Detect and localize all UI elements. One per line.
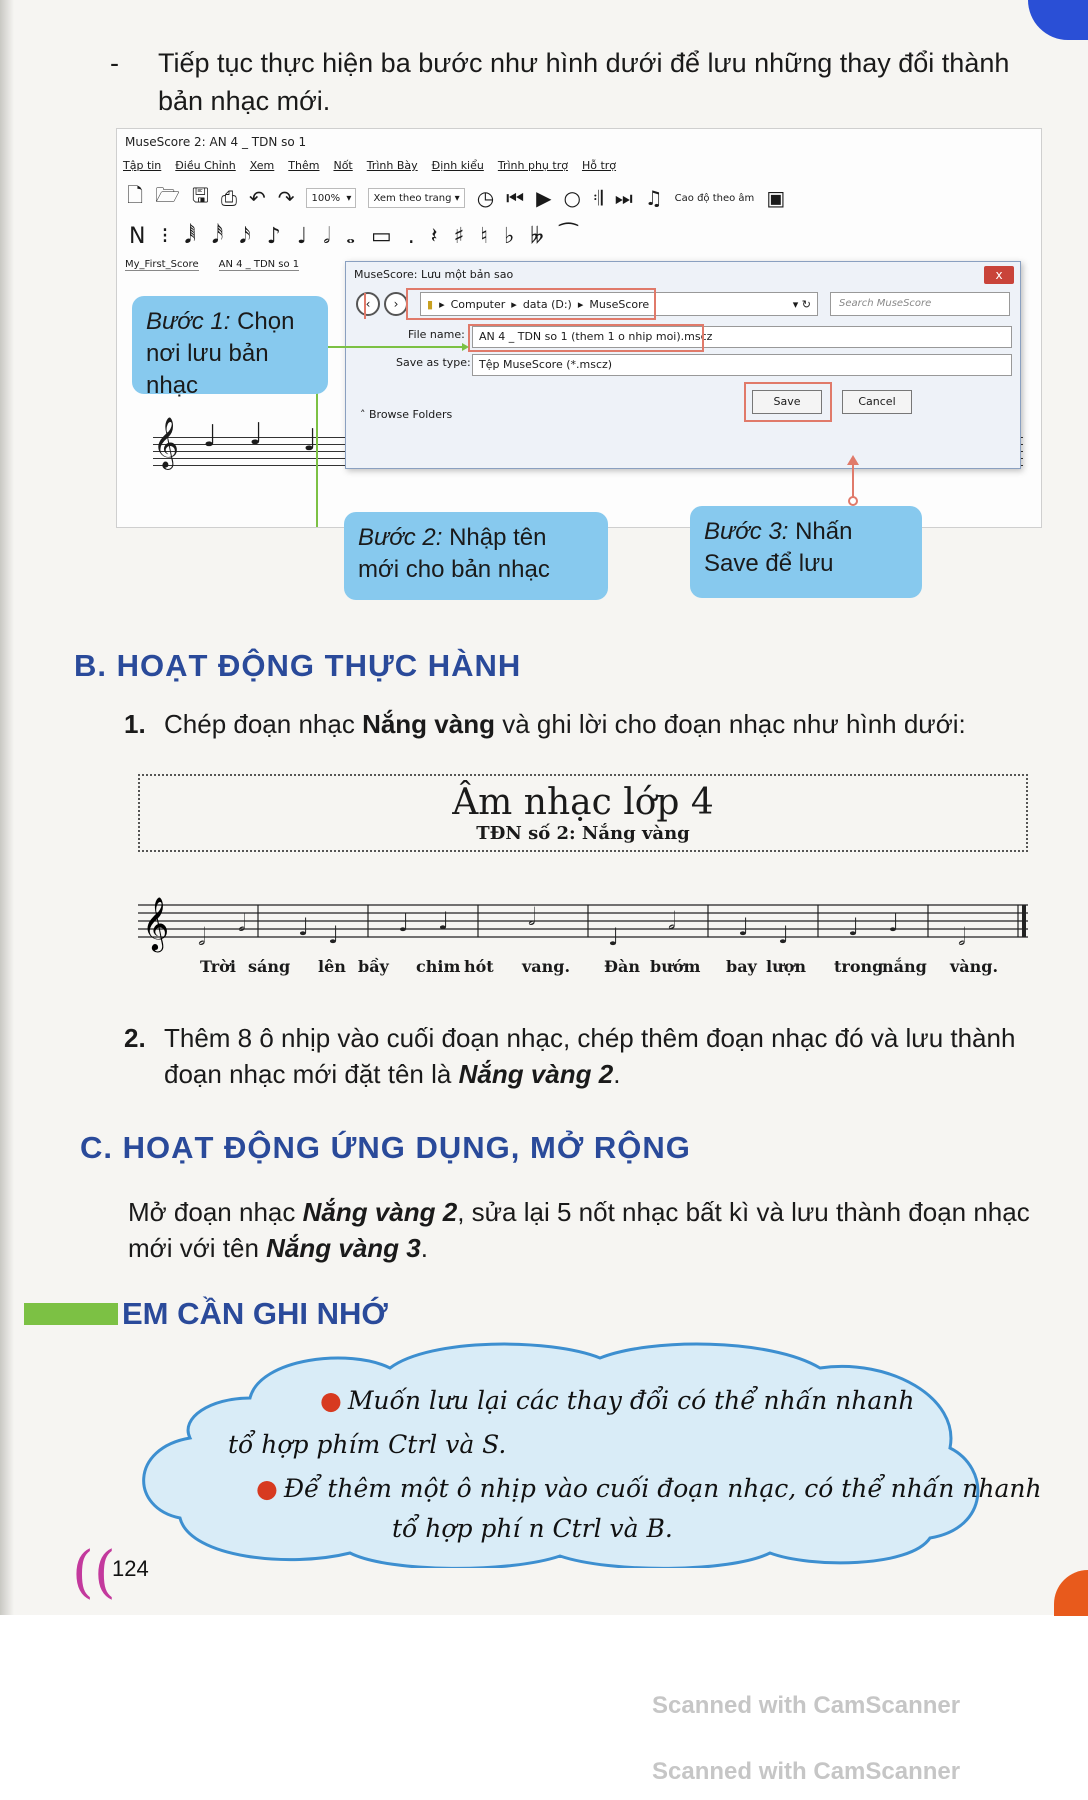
scanner-watermark: Scanned with CamScanner [652, 1758, 961, 1785]
lyric-word: vang. [522, 957, 571, 976]
metronome-icon[interactable]: ◷ [476, 186, 495, 210]
concert-pitch-icon[interactable]: ♫ [644, 186, 663, 210]
pan-icon[interactable]: ⏭ [614, 186, 633, 210]
tab-my-first-score[interactable]: My_First_Score [125, 259, 199, 270]
exercise-2-text: Thêm 8 ô nhịp vào cuối đoạn nhạc, chép thêm đoạn nhạc đó và lưu thành đoạn nhạc mới đặt tên là Nắng vàng 2. [164, 1023, 1016, 1089]
lyric-word: vàng. [950, 957, 999, 976]
sharp-icon[interactable]: ♯ [453, 223, 465, 249]
concert-pitch-label[interactable]: Cao độ theo âm [674, 192, 755, 204]
svg-text:♩: ♩ [608, 923, 620, 951]
menu-view[interactable]: Xem [249, 159, 275, 172]
note-input-icon[interactable]: N [129, 223, 146, 249]
page-number: 124 [112, 1556, 149, 1581]
print-icon[interactable]: ⎙ [220, 186, 237, 210]
bullet-dash: - [110, 48, 119, 78]
browse-folders-toggle[interactable]: ˄ Browse Folders [360, 408, 453, 421]
sixtyfourth-note-icon[interactable]: 𝅘𝅥𝅱 [184, 223, 196, 249]
svg-text:♩: ♩ [888, 909, 900, 937]
window-title: MuseScore 2: AN 4 _ TDN so 1 [125, 135, 307, 149]
search-input[interactable]: Search MuseScore [830, 292, 1010, 316]
section-c-text: Mở đoạn nhạc Nắng vàng 2, sửa lại 5 nốt nhạc bất kì và lưu thành đoạn nhạc mới với tên Nắng vàng 3. [128, 1197, 1030, 1263]
preview-note: ♩ [303, 423, 318, 458]
double-flat-icon[interactable]: 𝄫 [530, 223, 544, 249]
image-capture-icon[interactable]: ▣ [766, 186, 786, 210]
menu-plugins[interactable]: Trình phụ trợ [497, 159, 568, 172]
corner-decoration-blue [1028, 0, 1088, 40]
menu-layout[interactable]: Trình Bày [366, 159, 418, 172]
forward-icon[interactable]: › [384, 292, 408, 316]
preview-note: ♩ [203, 419, 218, 454]
rest-icon[interactable]: 𝄽 [430, 223, 438, 249]
whole-note-icon[interactable]: 𝅝 [346, 223, 355, 249]
score-header-box [138, 774, 1028, 852]
lyric-word: nắng [882, 957, 927, 976]
page-number-decoration: (( [72, 1540, 116, 1605]
new-file-icon[interactable]: 🗋 [127, 183, 144, 207]
melody-staff [138, 895, 1028, 1005]
page-binding-shadow [0, 0, 14, 1615]
section-b-title: B. HOẠT ĐỘNG THỰC HÀNH [74, 648, 522, 683]
flat-icon[interactable]: ♭ [504, 223, 515, 249]
lyric-word: bay [726, 957, 757, 976]
save-icon[interactable]: 🖫 [191, 183, 209, 207]
svg-text:𝅗𝅥: 𝅗𝅥 [238, 909, 246, 937]
redo-icon[interactable]: ↷ [277, 186, 295, 210]
file-name-label: File name: [408, 328, 465, 341]
menu-notes[interactable]: Nốt [333, 159, 353, 172]
svg-text:𝅗𝅥: 𝅗𝅥 [198, 923, 206, 951]
exercise-1-number: 1. [124, 709, 146, 739]
lyric-word: lên [318, 957, 346, 976]
breve-icon[interactable]: ▭ [370, 223, 392, 249]
close-icon[interactable]: x [984, 266, 1014, 284]
natural-icon[interactable]: ♮ [480, 223, 489, 249]
path-separator-icon: ▸ [577, 297, 584, 311]
thirtysecond-note-icon[interactable]: 𝅘𝅥𝅰 [211, 223, 224, 249]
remember-note-2a: ● Để thêm một ô nhịp vào cuối đoạn nhạc, có thể nhấn nhanh [256, 1474, 1042, 1503]
quarter-note-icon[interactable]: ♩ [296, 223, 308, 249]
tab-an4-tdn-so1[interactable]: AN 4 _ TDN so 1 [218, 259, 300, 270]
path-musescore[interactable]: MuseScore [589, 297, 650, 311]
lyric-word: Đàn [604, 957, 640, 976]
path-separator-icon: ▸ [511, 297, 517, 311]
lyric-word: Trời [200, 957, 236, 976]
loop-icon[interactable]: ○ [563, 186, 581, 210]
lyric-word: chim [416, 957, 461, 976]
exercise-2-number: 2. [124, 1023, 146, 1053]
lyric-word: bướm [650, 957, 701, 976]
half-note-icon[interactable]: 𝅗𝅥 [323, 223, 331, 249]
dot-icon[interactable]: . [407, 223, 415, 249]
section-c-title: C. HOẠT ĐỘNG ỨNG DỤNG, MỞ RỘNG [80, 1130, 691, 1165]
open-folder-icon[interactable]: 🗁 [155, 183, 180, 207]
dialog-title: MuseScore: Lưu một bản sao [354, 268, 514, 281]
path-data-drive[interactable]: data (D:) [522, 297, 572, 311]
remember-note-1b: tổ hợp phím Ctrl và S. [228, 1430, 507, 1459]
step1-callout: Bước 1: Chọn nơi lưu bản nhạc [132, 296, 328, 394]
save-type-label: Save as type: [396, 356, 471, 369]
path-computer[interactable]: Computer [450, 297, 506, 311]
play-icon[interactable]: ▶ [536, 186, 552, 210]
remember-title: EM CẦN GHI NHỚ [122, 1296, 388, 1331]
svg-text:𝅗𝅥: 𝅗𝅥 [668, 907, 676, 935]
svg-text:♩: ♩ [778, 921, 790, 949]
menu-file[interactable]: Tập tin [123, 159, 162, 172]
rewind-icon[interactable]: ⏮ [506, 186, 525, 210]
svg-text:𝅗𝅥: 𝅗𝅥 [528, 903, 536, 931]
treble-clef-icon: 𝄞 [153, 417, 180, 468]
save-type-select[interactable]: Tệp MuseScore (*.mscz) [472, 354, 1012, 376]
intro-text: Tiếp tục thực hiện ba bước như hình dưới để lưu những thay đổi thành bản nhạc mới. [158, 48, 1010, 116]
svg-text:♩: ♩ [398, 909, 410, 937]
menu-style[interactable]: Định kiểu [431, 159, 484, 172]
lyric-word: hót [464, 957, 494, 976]
lyric-word: lượn [766, 957, 807, 976]
sixteenth-note-icon[interactable]: 𝅘𝅥𝅯 [239, 223, 251, 249]
zoom-select[interactable]: 100% ▾ [306, 188, 356, 208]
score-title: Âm nhạc lớp 4 [452, 782, 714, 823]
view-mode-select[interactable]: Xem theo trang ▾ [368, 188, 464, 208]
preview-note: ♩ [249, 417, 264, 452]
intro-bullet [112, 44, 1052, 120]
remember-note-2b: tổ hợp phí n Ctrl và B. [392, 1514, 673, 1543]
lyric-word: bầy [358, 957, 389, 976]
back-icon[interactable]: ‹ [356, 292, 380, 316]
menu-edit[interactable]: Điều Chỉnh [175, 159, 236, 172]
apple-bullet-icon: ● [320, 1386, 342, 1415]
svg-text:♩: ♩ [298, 913, 310, 941]
remember-accent-bar [24, 1303, 118, 1325]
corner-decoration-orange [1054, 1570, 1088, 1616]
save-button[interactable]: Save [752, 390, 822, 414]
score-subtitle: TĐN số 2: Nắng vàng [476, 823, 690, 844]
svg-text:𝅗𝅥: 𝅗𝅥 [958, 923, 966, 951]
exercise-1 [124, 706, 1044, 742]
step3-callout: Bước 3: Nhấn Save để lưu [690, 506, 922, 598]
folder-icon: ▮ [427, 297, 434, 311]
file-name-field[interactable]: AN 4 _ TDN so 1 (them 1 o nhip moi).mscz [472, 326, 1012, 348]
menu-help[interactable]: Hỗ trợ [581, 159, 617, 172]
refresh-icon[interactable]: ▾ ↻ [792, 297, 811, 311]
tie-icon[interactable]: ⁀ [559, 223, 578, 249]
svg-text:♩: ♩ [328, 921, 340, 949]
cancel-button[interactable]: Cancel [842, 390, 912, 414]
repeat-icon[interactable]: 𝄇 [593, 186, 603, 210]
lyric-word: sáng [248, 957, 291, 976]
menu-add[interactable]: Thêm [288, 159, 320, 172]
svg-text:♩: ♩ [848, 913, 860, 941]
treble-clef-icon: 𝄞 [142, 896, 170, 950]
undo-icon[interactable]: ↶ [248, 186, 266, 210]
svg-text:♩: ♩ [738, 913, 750, 941]
path-separator-icon: ▸ [439, 297, 445, 311]
remember-note-1a: ● Muốn lưu lại các thay đổi có thể nhấn nhanh [320, 1386, 915, 1415]
staff-lines [138, 895, 1028, 955]
exercise-2 [124, 1020, 1050, 1092]
scanner-watermark: Scanned with CamScanner [652, 1692, 961, 1719]
voice-icon[interactable]: ⁝ [161, 223, 169, 249]
lyric-word: trong [834, 957, 884, 976]
apple-bullet-icon: ● [256, 1474, 278, 1503]
exercise-1-text: Chép đoạn nhạc Nắng vàng và ghi lời cho đoạn nhạc như hình dưới: [164, 709, 966, 739]
step2-callout: Bước 2: Nhập tên mới cho bản nhạc [344, 512, 608, 600]
svg-text:♩: ♩ [438, 907, 450, 935]
eighth-note-icon[interactable]: ♪ [266, 223, 281, 249]
